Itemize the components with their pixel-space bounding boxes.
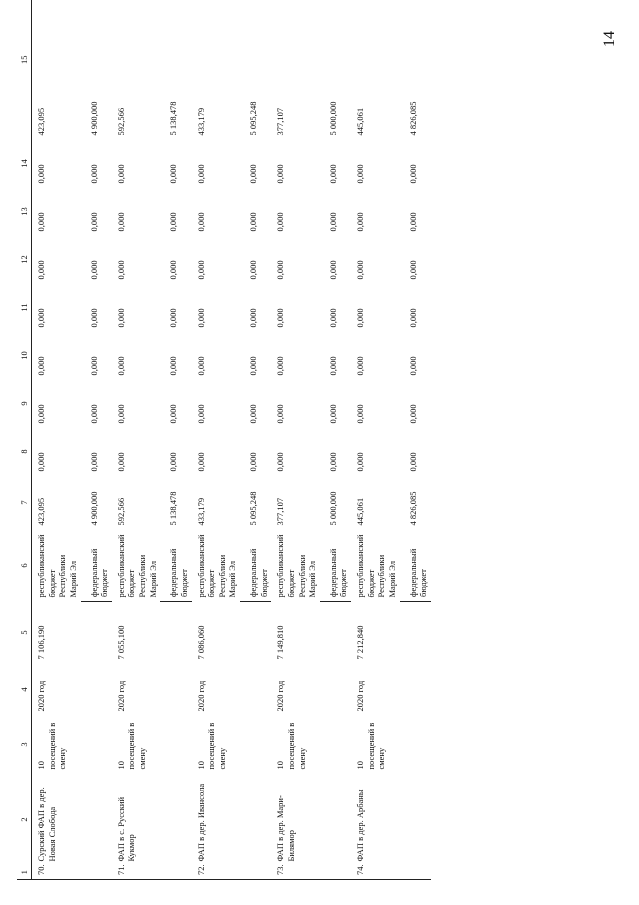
object-name-cell: ФАП в дер. Ивансола <box>195 783 206 862</box>
object-name-cell: Сурский ФАП в дер. Новая Слобода <box>36 787 57 862</box>
value-cell-12: 0,000 <box>407 260 418 280</box>
value-cell-10: 0,000 <box>248 356 258 376</box>
cost-cell: 7 212,840 <box>355 625 365 660</box>
value-cell-8: 0,000 <box>36 452 46 472</box>
value-cell-7: 445,061 <box>355 497 365 526</box>
column-header-8: 8 <box>17 428 32 476</box>
column-header-2: 2 <box>17 774 32 866</box>
table-row <box>32 0 81 880</box>
value-cell-9: 0,000 <box>168 404 179 424</box>
value-cell-13: 0,000 <box>88 212 99 232</box>
funding-source-cell: федеральный бюджет <box>240 530 271 602</box>
value-cell-15: 4 826,085 <box>400 0 431 140</box>
value-cell-12: 0,000 <box>195 260 206 280</box>
header-row <box>17 0 32 880</box>
value-cell-10: 0,000 <box>168 356 179 376</box>
value-cell-14: 0,000 <box>355 164 365 184</box>
value-cell-7: 423,095 <box>36 497 46 526</box>
row-number-cell: 71. <box>112 866 192 880</box>
value-cell-12: 0,000 <box>355 260 365 280</box>
capacity-cell: 10 посещений в смену <box>115 722 147 770</box>
object-name-cell: ФАП в дер. Арбаны <box>355 789 365 862</box>
column-header-13: 13 <box>17 188 32 236</box>
value-cell-14: 0,000 <box>88 164 99 184</box>
value-cell-15: 592,566 <box>112 0 161 140</box>
page-number: 14 <box>601 31 618 47</box>
funding-source-cell: республиканский бюджет Республики Марий Эл <box>355 534 397 598</box>
table-row <box>351 0 400 880</box>
value-cell-10: 0,000 <box>355 356 365 376</box>
funding-source-cell: федеральный бюджет <box>81 530 112 602</box>
value-cell-13: 0,000 <box>36 212 46 232</box>
value-cell-7: 377,107 <box>275 497 286 526</box>
funding-source-cell: республиканский бюджет Республики Марий Эл <box>36 534 78 598</box>
value-cell-8: 0,000 <box>168 452 179 472</box>
value-cell-14: 0,000 <box>36 164 46 184</box>
value-cell-8: 0,000 <box>355 452 365 472</box>
value-cell-15: 4 900,000 <box>81 0 112 140</box>
value-cell-13: 0,000 <box>327 212 338 232</box>
row-number-cell: 70. <box>32 866 112 880</box>
value-cell-14: 0,000 <box>168 164 179 184</box>
year-cell: 2020 год <box>355 680 365 712</box>
value-cell-12: 0,000 <box>248 260 258 280</box>
year-cell: 2020 год <box>195 680 206 712</box>
column-header-11: 11 <box>17 284 32 332</box>
value-cell-11: 0,000 <box>195 308 206 328</box>
value-cell-11: 0,000 <box>248 308 258 328</box>
value-cell-10: 0,000 <box>275 356 286 376</box>
row-number-cell: 74. <box>351 866 431 880</box>
value-cell-10: 0,000 <box>115 356 126 376</box>
value-cell-7: 433,179 <box>195 497 206 526</box>
value-cell-7: 5 000,000 <box>327 491 338 526</box>
column-header-10: 10 <box>17 332 32 380</box>
column-header-1: 1 <box>17 866 32 880</box>
value-cell-12: 0,000 <box>327 260 338 280</box>
value-cell-8: 0,000 <box>88 452 99 472</box>
column-header-9: 9 <box>17 380 32 428</box>
capacity-cell: 10 посещений в смену <box>36 722 68 770</box>
value-cell-8: 0,000 <box>275 452 286 472</box>
value-cell-12: 0,000 <box>36 260 46 280</box>
value-cell-14: 0,000 <box>195 164 206 184</box>
value-cell-11: 0,000 <box>36 308 46 328</box>
funding-source-cell: федеральный бюджет <box>320 530 351 602</box>
value-cell-10: 0,000 <box>88 356 99 376</box>
table-body <box>32 0 431 880</box>
value-cell-11: 0,000 <box>327 308 338 328</box>
table-row <box>112 0 161 880</box>
value-cell-10: 0,000 <box>407 356 418 376</box>
value-cell-12: 0,000 <box>88 260 99 280</box>
value-cell-14: 0,000 <box>327 164 338 184</box>
value-cell-14: 0,000 <box>275 164 286 184</box>
value-cell-13: 0,000 <box>115 212 126 232</box>
value-cell-13: 0,000 <box>168 212 179 232</box>
value-cell-12: 0,000 <box>275 260 286 280</box>
value-cell-15: 433,179 <box>192 0 241 140</box>
value-cell-9: 0,000 <box>355 404 365 424</box>
funding-source-cell: республиканский бюджет Республики Марий Эл <box>275 534 318 598</box>
table-row <box>271 0 320 880</box>
value-cell-7: 5 095,248 <box>248 491 258 526</box>
value-cell-15: 5 138,478 <box>160 0 191 140</box>
rotated-page-content <box>17 32 617 880</box>
value-cell-15: 5 000,000 <box>320 0 351 140</box>
cost-cell: 7 106,190 <box>36 625 46 660</box>
value-cell-8: 0,000 <box>115 452 126 472</box>
object-name-cell: ФАП в с. Русский Кукмор <box>115 797 137 862</box>
budget-table <box>17 0 431 880</box>
value-cell-7: 4 900,000 <box>88 491 99 526</box>
value-cell-10: 0,000 <box>327 356 338 376</box>
cost-cell: 7 055,100 <box>115 625 126 660</box>
value-cell-15: 423,095 <box>32 0 81 140</box>
value-cell-11: 0,000 <box>88 308 99 328</box>
value-cell-8: 0,000 <box>327 452 338 472</box>
column-header-14: 14 <box>17 140 32 188</box>
table-row <box>192 0 241 880</box>
value-cell-9: 0,000 <box>115 404 126 424</box>
value-cell-9: 0,000 <box>195 404 206 424</box>
value-cell-12: 0,000 <box>115 260 126 280</box>
funding-source-cell: республиканский бюджет Республики Марий Эл <box>195 534 238 598</box>
value-cell-9: 0,000 <box>327 404 338 424</box>
funding-source-cell: федеральный бюджет <box>400 530 431 602</box>
row-number-cell: 73. <box>271 866 351 880</box>
capacity-cell: 10 посещений в смену <box>355 722 387 770</box>
cost-cell: 7 086,060 <box>195 625 206 660</box>
value-cell-15: 445,061 <box>351 0 400 140</box>
cost-cell: 7 149,810 <box>275 625 286 660</box>
value-cell-13: 0,000 <box>248 212 258 232</box>
value-cell-7: 5 138,478 <box>168 491 179 526</box>
value-cell-10: 0,000 <box>195 356 206 376</box>
column-header-15: 15 <box>17 0 32 140</box>
value-cell-7: 4 826,085 <box>407 491 418 526</box>
value-cell-13: 0,000 <box>275 212 286 232</box>
value-cell-9: 0,000 <box>275 404 286 424</box>
value-cell-14: 0,000 <box>115 164 126 184</box>
column-header-6: 6 <box>17 530 32 602</box>
value-cell-13: 0,000 <box>195 212 206 232</box>
value-cell-12: 0,000 <box>168 260 179 280</box>
value-cell-11: 0,000 <box>407 308 418 328</box>
value-cell-13: 0,000 <box>407 212 418 232</box>
value-cell-11: 0,000 <box>115 308 126 328</box>
value-cell-11: 0,000 <box>355 308 365 328</box>
column-header-12: 12 <box>17 236 32 284</box>
year-cell: 2020 год <box>115 680 126 712</box>
value-cell-8: 0,000 <box>248 452 258 472</box>
column-header-4: 4 <box>17 664 32 716</box>
value-cell-9: 0,000 <box>248 404 258 424</box>
column-header-3: 3 <box>17 716 32 774</box>
funding-source-cell: федеральный бюджет <box>160 530 191 602</box>
table-header <box>17 0 32 880</box>
column-header-7: 7 <box>17 476 32 530</box>
column-header-5: 5 <box>17 602 32 664</box>
value-cell-7: 592,566 <box>115 497 126 526</box>
value-cell-15: 377,107 <box>271 0 320 140</box>
row-number-cell: 72. <box>192 866 272 880</box>
value-cell-9: 0,000 <box>36 404 46 424</box>
value-cell-9: 0,000 <box>88 404 99 424</box>
year-cell: 2020 год <box>36 680 46 712</box>
funding-source-cell: республиканский бюджет Республики Марий Эл <box>115 534 158 598</box>
value-cell-8: 0,000 <box>407 452 418 472</box>
value-cell-11: 0,000 <box>275 308 286 328</box>
value-cell-11: 0,000 <box>168 308 179 328</box>
value-cell-15: 5 095,248 <box>240 0 271 140</box>
value-cell-13: 0,000 <box>355 212 365 232</box>
capacity-cell: 10 посещений в смену <box>275 722 307 770</box>
value-cell-14: 0,000 <box>248 164 258 184</box>
value-cell-10: 0,000 <box>36 356 46 376</box>
object-name-cell: ФАП в дер. Мари-Билямор <box>275 795 296 862</box>
capacity-cell: 10 посещений в смену <box>195 722 227 770</box>
year-cell: 2020 год <box>275 680 286 712</box>
value-cell-14: 0,000 <box>407 164 418 184</box>
value-cell-9: 0,000 <box>407 404 418 424</box>
value-cell-8: 0,000 <box>195 452 206 472</box>
